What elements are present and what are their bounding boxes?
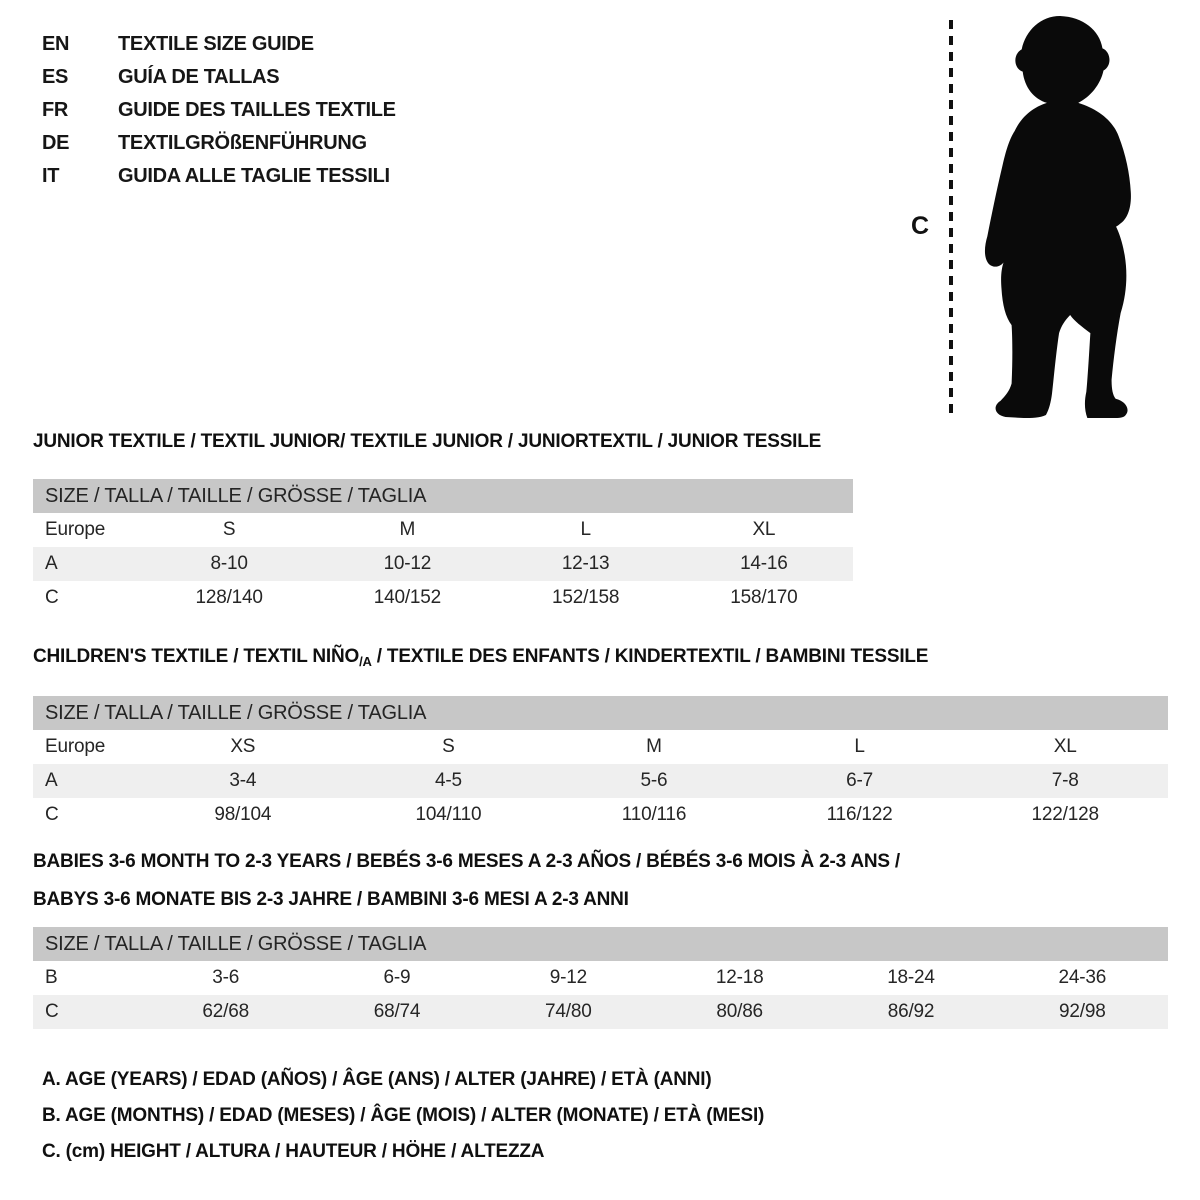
language-title-list	[42, 28, 396, 193]
toddler-silhouette-icon	[965, 14, 1141, 418]
value-cell: 8-10	[210, 553, 248, 574]
table-row-height	[33, 995, 1168, 1029]
size-table-header: SIZE / TALLA / TAILLE / GRÖSSE / TAGLIA	[33, 927, 1168, 961]
row-label: Europe	[45, 736, 106, 757]
value-cell: 10-12	[383, 553, 432, 574]
value-cell: 92/98	[1059, 1001, 1106, 1022]
value-cell: 24-36	[1058, 967, 1107, 988]
value-cell: 6-7	[846, 770, 874, 791]
babies-size-table	[33, 927, 1168, 1029]
babies-section-title-line2: BABYS 3-6 MONATE BIS 2-3 JAHRE / BAMBINI 3-6 MESI A 2-3 ANNI	[33, 889, 629, 910]
value-cell: 18-24	[887, 967, 935, 988]
value-cell: 98/104	[214, 804, 272, 825]
lang-label: TEXTILGRÖßENFÜHRUNG	[118, 132, 367, 154]
value-cell: 4-5	[434, 770, 462, 791]
value-cell: 12-13	[561, 553, 610, 574]
lang-code: EN	[42, 33, 70, 55]
note-age-years: A. AGE (YEARS) / EDAD (AÑOS) / ÂGE (ANS) / ALTER (JAHRE) / ETÀ (ANNI)	[42, 1069, 712, 1090]
table-row-months	[33, 961, 1168, 995]
table-row-europe	[33, 730, 1168, 764]
value-cell: 110/116	[621, 804, 687, 825]
size-table-header: SIZE / TALLA / TAILLE / GRÖSSE / TAGLIA	[33, 479, 853, 513]
size-table-header: SIZE / TALLA / TAILLE / GRÖSSE / TAGLIA	[33, 696, 1168, 730]
value-cell: 7-8	[1051, 770, 1079, 791]
junior-section-title: JUNIOR TEXTILE / TEXTIL JUNIOR/ TEXTILE JUNIOR / JUNIORTEXTIL / JUNIOR TESSILE	[33, 431, 822, 452]
lang-code: DE	[42, 132, 70, 154]
size-cell: XL	[752, 519, 776, 540]
junior-textile-section	[33, 430, 853, 615]
row-label: C	[45, 804, 59, 825]
row-label: A	[45, 770, 58, 791]
note-age-months: B. AGE (MONTHS) / EDAD (MESES) / ÂGE (MOIS) / ALTER (MONATE) / ETÀ (MESI)	[42, 1105, 765, 1126]
value-cell: 62/68	[202, 1001, 249, 1022]
children-title-pre: CHILDREN'S TEXTILE / TEXTIL NIÑO	[33, 646, 360, 667]
value-cell: 104/110	[415, 804, 482, 825]
lang-row-fr	[42, 94, 396, 127]
value-cell: 3-4	[229, 770, 257, 791]
value-cell: 5-6	[640, 770, 668, 791]
height-c-label: C	[911, 212, 930, 240]
value-cell: 68/74	[373, 1001, 421, 1022]
babies-section-title-line1: BABIES 3-6 MONTH TO 2-3 YEARS / BEBÉS 3-6 MESES A 2-3 AÑOS / BÉBÉS 3-6 MOIS À 2-3 ANS /	[33, 851, 901, 872]
value-cell: 12-18	[715, 967, 764, 988]
value-cell: 74/80	[545, 1001, 592, 1022]
table-row-age	[33, 547, 853, 581]
note-height-cm: C. (cm) HEIGHT / ALTURA / HAUTEUR / HÖHE / ALTEZZA	[42, 1141, 545, 1162]
lang-label: TEXTILE SIZE GUIDE	[118, 33, 314, 55]
height-dashed-line	[949, 20, 953, 418]
size-cell: M	[399, 519, 416, 540]
table-row-height	[33, 798, 1168, 832]
size-cell: XL	[1053, 736, 1077, 757]
value-cell: 152/158	[551, 587, 620, 608]
lang-label: GUIDE DES TAILLES TEXTILE	[118, 99, 396, 121]
lang-code: ES	[42, 66, 69, 88]
row-label: A	[45, 553, 58, 574]
lang-code: FR	[42, 99, 69, 121]
size-cell: M	[646, 736, 662, 757]
size-cell: S	[442, 736, 455, 757]
row-label: C	[45, 587, 59, 608]
value-cell: 80/86	[716, 1001, 763, 1022]
lang-row-en	[42, 28, 396, 61]
lang-code: IT	[42, 165, 60, 187]
size-cell: XS	[230, 736, 256, 757]
value-cell: 128/140	[195, 587, 263, 608]
lang-row-es	[42, 61, 396, 94]
value-cell: 9-12	[549, 967, 587, 988]
table-row-europe	[33, 513, 853, 547]
lang-row-it	[42, 160, 396, 193]
value-cell: 140/152	[373, 587, 442, 608]
size-cell: S	[222, 519, 236, 540]
children-textile-section	[33, 645, 1168, 832]
babies-textile-section	[33, 843, 1168, 1029]
row-label: C	[45, 1001, 59, 1022]
legend-notes	[42, 1062, 764, 1170]
size-cell: L	[580, 519, 591, 540]
children-title-post: / TEXTILE DES ENFANTS / KINDERTEXTIL / BAMBINI TESSILE	[371, 646, 929, 667]
value-cell: 122/128	[1031, 804, 1099, 825]
table-row-height	[33, 581, 853, 615]
row-label: B	[45, 967, 58, 988]
table-row-age	[33, 764, 1168, 798]
children-size-table	[33, 696, 1168, 832]
value-cell: 116/122	[826, 804, 893, 825]
lang-label: GUIDA ALLE TAGLIE TESSILI	[118, 165, 390, 187]
lang-label: GUÍA DE TALLAS	[118, 66, 280, 88]
children-title-sub: /A	[359, 654, 372, 669]
height-measure-figure	[905, 12, 1165, 424]
row-label: Europe	[45, 519, 106, 540]
children-section-title	[33, 645, 1168, 674]
size-cell: L	[854, 736, 865, 757]
junior-size-table	[33, 479, 853, 615]
lang-row-de	[42, 127, 396, 160]
value-cell: 3-6	[212, 967, 240, 988]
value-cell: 158/170	[730, 587, 798, 608]
value-cell: 86/92	[887, 1001, 935, 1022]
value-cell: 6-9	[383, 967, 411, 988]
value-cell: 14-16	[740, 553, 788, 574]
